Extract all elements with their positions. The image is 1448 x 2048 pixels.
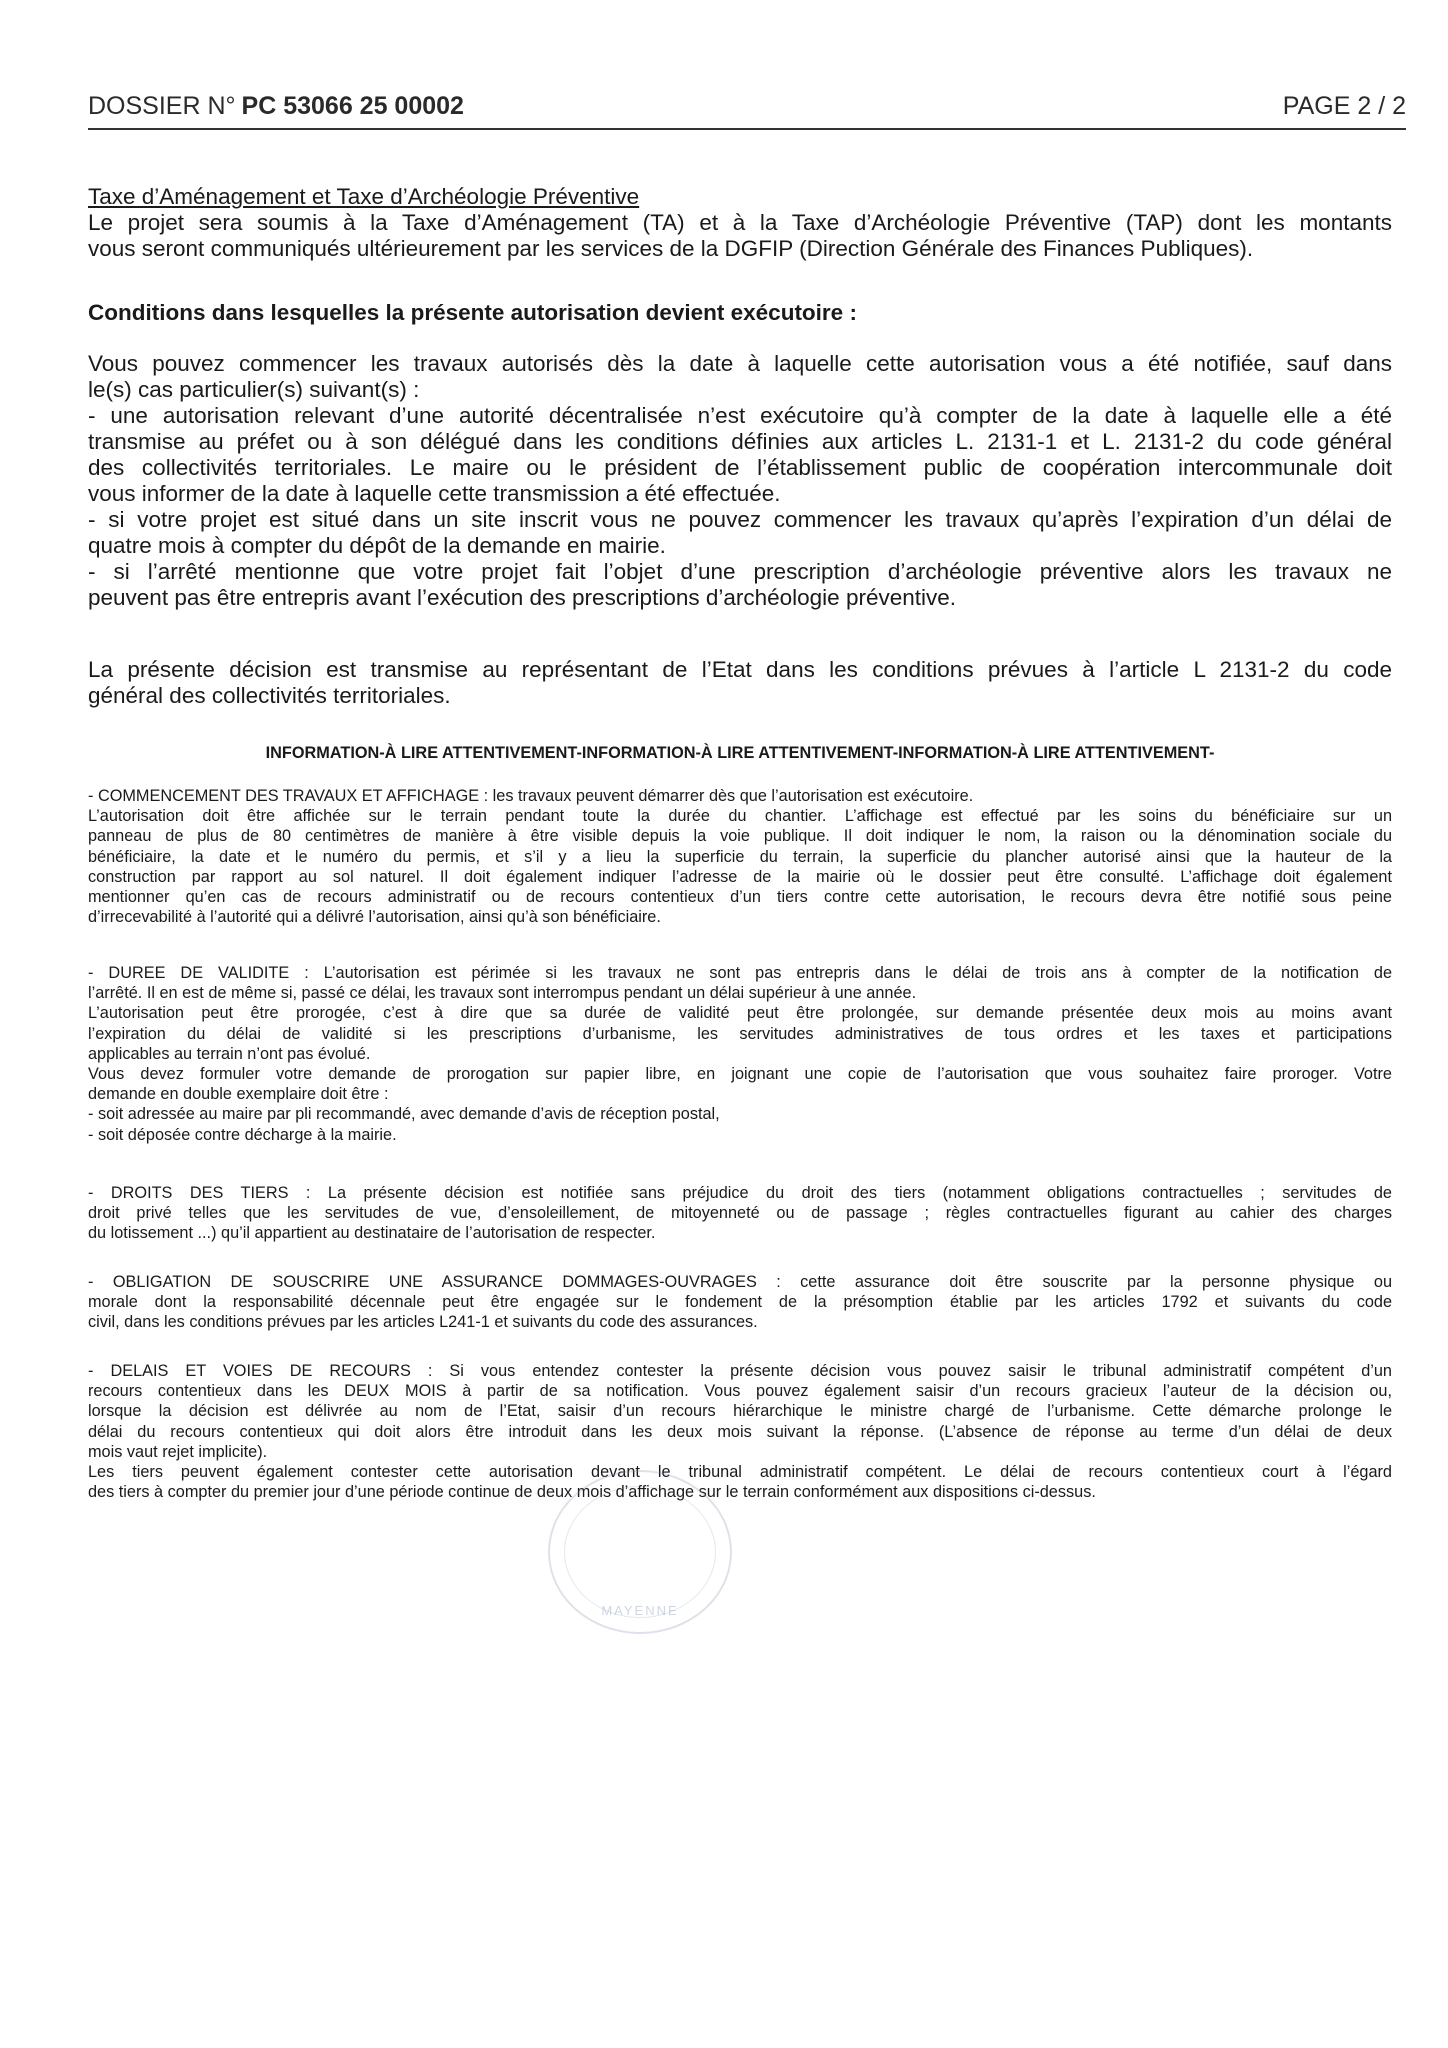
commencement-line: construction par rapport au sol naturel. Il doit également indiquer l’adresse de la mairie où le dossier peut être consulté. L’affichage doit également: [88, 867, 1392, 886]
commencement-line: mentionner qu’en cas de recours administratif ou de recours contentieux d’un tiers contre cette autorisation, le recours devra être notifié sous peine: [88, 888, 1392, 907]
taxes-line: vous seront communiqués ultérieurement par les services de la DGFIP (Direction Générale des Finances Publiques).: [88, 236, 1254, 261]
dossier-number: PC 53066 25 00002: [241, 92, 464, 120]
tiers-line: droit privé telles que les servitudes de vue, d’ensoleillement, de mitoyenneté ou de passage ; règles contractuelles figurant au cahier des charges: [88, 1204, 1392, 1223]
conditions-body: [88, 351, 1392, 611]
recours-line: délai du recours contentieux qui doit alors être introduit dans les deux mois suivant la réponse. (L’absence de réponse au terme d’un délai de deux: [88, 1422, 1392, 1441]
recours-line: recours contentieux dans les DEUX MOIS à partir de sa notification. Vous pouvez également saisir d’un recours gracieux l’auteur de la décision ou,: [88, 1382, 1392, 1401]
section-assurance: [88, 1272, 1392, 1333]
official-seal-stamp: [548, 1470, 732, 1634]
conditions-line: des collectivités territoriales. Le maire ou le président de l’établissement public de coopération intercommunale doit: [88, 455, 1392, 480]
assurance-line: - OBLIGATION DE SOUSCRIRE UNE ASSURANCE DOMMAGES-OUVRAGES : cette assurance doit être souscrite par la personne physique ou: [88, 1273, 1392, 1291]
conditions-line: - si votre projet est situé dans un site inscrit vous ne pouvez commencer les travaux qu’après l’expiration d’un délai de: [88, 507, 1392, 532]
validite-line: - DUREE DE VALIDITE : L’autorisation est périmée si les travaux ne sont pas entrepris dans le délai de trois ans à compter de la notification de: [88, 964, 1392, 982]
assurance-line: civil, dans les conditions prévues par les articles L241-1 et suivants du code des assurances.: [88, 1313, 758, 1332]
conditions-line: - une autorisation relevant d’une autorité décentralisée n’est exécutoire qu’à compter de la date à laquelle elle a été: [88, 403, 1392, 428]
commencement-line: bénéficiaire, la date et le numéro du permis, et s’il y a lieu la superficie du terrain, la superficie du plancher autorisé ainsi que la hauteur de la: [88, 847, 1392, 866]
page-number: PAGE 2 / 2: [1282, 92, 1406, 120]
taxes-title: Taxe d’Aménagement et Taxe d’Archéologie Préventive: [88, 184, 640, 209]
conditions-title: Conditions dans lesquelles la présente autorisation devient exécutoire :: [88, 300, 857, 325]
commencement-line: d’irrecevabilité à l’autorité qui a délivré l’autorisation, ainsi qu’à son bénéficiaire.: [88, 908, 661, 927]
conditions-line: Vous pouvez commencer les travaux autorisés dès la date à laquelle cette autorisation vous a été notifiée, sauf dans: [88, 351, 1392, 376]
section-recours: [88, 1361, 1392, 1502]
transmission-line: La présente décision est transmise au représentant de l’Etat dans les conditions prévues à l’article L 2131-2 du code: [88, 657, 1392, 682]
recours-line: des tiers à compter du premier jour d’une période continue de deux mois d’affichage sur le terrain conformément aux dispositions ci-dessus.: [88, 1483, 1096, 1502]
validite-line: demande en double exemplaire doit être :: [88, 1085, 389, 1104]
commencement-line: panneau de plus de 80 centimètres de manière à être visible depuis la voie publique. Il doit indiquer le nom, la raison ou la dénomination sociale du: [88, 827, 1392, 846]
validite-line: - soit déposée contre décharge à la mairie.: [88, 1125, 397, 1144]
dossier-label: DOSSIER N° PC 53066 25 00002: [88, 92, 464, 120]
recours-line: - DELAIS ET VOIES DE RECOURS : Si vous entendez contester la présente décision vous pouvez saisir le tribunal administratif compétent d’un: [88, 1362, 1392, 1380]
section-commencement: [88, 786, 1392, 927]
conditions-line: - si l’arrêté mentionne que votre projet fait l’objet d’une prescription d’archéologie préventive alors les travaux ne: [88, 559, 1392, 584]
section-validite: [88, 963, 1392, 1145]
info-banner: INFORMATION-À LIRE ATTENTIVEMENT-INFORMATION-À LIRE ATTENTIVEMENT-INFORMATION-À LIRE ATTENTIVEMENT-: [265, 744, 1215, 762]
conditions-line: le(s) cas particulier(s) suivant(s) :: [88, 377, 420, 402]
seal-text: MAYENNE: [601, 1603, 679, 1618]
conditions-line: transmise au préfet ou à son délégué dans les conditions définies aux articles L. 2131-1 et L. 2131-2 du code général: [88, 429, 1392, 454]
validite-line: L’autorisation peut être prorogée, c’est à dire que sa durée de validité peut être prolongée, sur demande présentée deux mois au moins avant: [88, 1004, 1392, 1023]
assurance-line: morale dont la responsabilité décennale peut être engagée sur le fondement de la présomption établie par les articles 1792 et suivants du code: [88, 1293, 1392, 1312]
validite-line: l’expiration du délai de validité si les prescriptions d’urbanisme, les servitudes administratives de tous ordres et les taxes et participations: [88, 1024, 1392, 1043]
transmission-line: général des collectivités territoriales.: [88, 683, 451, 708]
conditions-line: quatre mois à compter du dépôt de la demande en mairie.: [88, 533, 666, 558]
conditions-line: vous informer de la date à laquelle cette transmission a été effectuée.: [88, 481, 781, 506]
tiers-line: - DROITS DES TIERS : La présente décision est notifiée sans préjudice du droit des tiers (notamment obligations contractuelles ; servitudes de: [88, 1184, 1392, 1202]
recours-line: mois vaut rejet implicite).: [88, 1442, 268, 1461]
recours-line: Les tiers peuvent également contester cette autorisation devant le tribunal administratif compétent. Le délai de recours contentieux court à l’égard: [88, 1463, 1392, 1482]
tiers-line: du lotissement ...) qu’il appartient au destinataire de l’autorisation de respecter.: [88, 1224, 656, 1243]
validite-line: l’arrêté. Il en est de même si, passé ce délai, les travaux sont interrompus pendant un délai supérieur à une année.: [88, 984, 917, 1003]
page-header: [88, 92, 1406, 130]
commencement-line: - COMMENCEMENT DES TRAVAUX ET AFFICHAGE : les travaux peuvent démarrer dès que l’autorisation est exécutoire.: [88, 787, 974, 805]
taxes-line: Le projet sera soumis à la Taxe d’Aménagement (TA) et à la Taxe d’Archéologie Préventive (TAP) dont les montants: [88, 210, 1392, 235]
taxes-section: [88, 184, 1392, 262]
commencement-line: L’autorisation doit être affichée sur le terrain pendant toute la durée du chantier. L’affichage est effectué par les soins du bénéficiaire sur un: [88, 807, 1392, 826]
validite-line: - soit adressée au maire par pli recommandé, avec demande d’avis de réception postal,: [88, 1105, 720, 1124]
transmission-paragraph: [88, 657, 1392, 709]
conditions-line: peuvent pas être entrepris avant l’exécution des prescriptions d’archéologie préventive.: [88, 585, 957, 610]
section-tiers: [88, 1183, 1392, 1244]
validite-line: applicables au terrain n’ont pas évolué.: [88, 1044, 371, 1063]
validite-line: Vous devez formuler votre demande de prorogation sur papier libre, en joignant une copie de l’autorisation que vous souhaitez faire proroger. Votre: [88, 1065, 1392, 1084]
recours-line: lorsque la décision est délivrée au nom de l’Etat, saisir d’un recours hiérarchique le ministre chargé de l’urbanisme. Cette démarche prolonge le: [88, 1402, 1392, 1421]
seal-inner-ring: [564, 1486, 716, 1618]
